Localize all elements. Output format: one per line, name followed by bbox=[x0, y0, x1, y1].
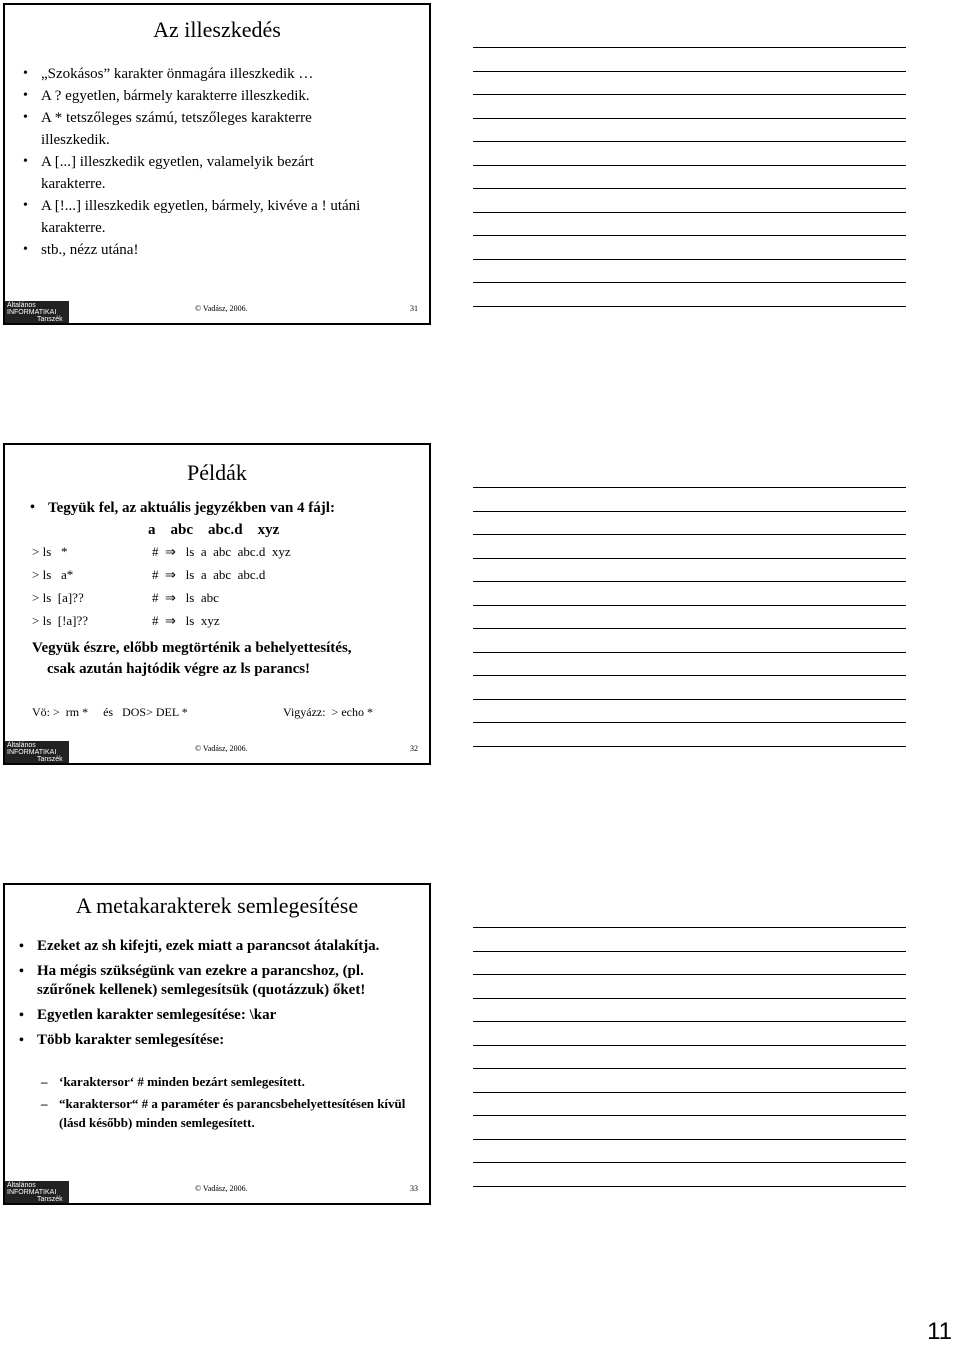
bullet-item: • Ezeket az sh kifejti, ezek miatt a parancsot átalakítja. bbox=[19, 937, 419, 956]
compare-text: Vö: > rm * és DOS> DEL * bbox=[32, 705, 188, 719]
result: # ⇒ ls xyz bbox=[152, 613, 220, 628]
notes-lines-3 bbox=[473, 927, 906, 1209]
bullet-list bbox=[30, 497, 410, 519]
slide-footer bbox=[5, 737, 429, 763]
slide-title: A metakarakterek semlegesítése bbox=[75, 893, 359, 918]
slide-number: 31 bbox=[410, 304, 418, 313]
department-logo: Általános INFORMATIKAI Tanszék bbox=[5, 741, 69, 763]
command: > ls * bbox=[32, 544, 68, 559]
file-list: a abc abc.d xyz bbox=[148, 522, 280, 538]
bullet-item: • Ha mégis szükségünk van ezekre a parancshoz, (pl. szűrőnek kellenek) semlegesítsük (quotázzuk) őket! bbox=[19, 962, 419, 1000]
bullet-item: • A * tetszőleges számú, tetszőleges karakterre illeszkedik. bbox=[23, 107, 373, 151]
page-number: 11 bbox=[927, 1318, 952, 1345]
slide-number: 33 bbox=[410, 1184, 418, 1193]
command: > ls [a]?? bbox=[32, 590, 84, 605]
note: Vegyük észre, előbb megtörténik a behelyettesítés, csak azután hajtódik végre az ls parancs! bbox=[32, 640, 352, 677]
copyright: © Vadász, 2006. bbox=[195, 744, 248, 753]
department-logo: Általános INFORMATIKAI Tanszék bbox=[5, 1181, 69, 1203]
bullet-list bbox=[19, 937, 419, 1050]
sub-item: – “karaktersor“ # a paraméter és parancsbehelyettesítésen kívül (lásd később) minden semlegesített. bbox=[41, 1094, 421, 1132]
command: > ls a* bbox=[32, 567, 74, 582]
slide-31 bbox=[3, 3, 431, 325]
bullet-item: • Több karakter semlegesítése: bbox=[19, 1031, 419, 1050]
bullet-item: • stb., nézz utána! bbox=[23, 239, 373, 261]
bullet-item: • A [!...] illeszkedik egyetlen, bármely, kivéve a ! utáni karakterre. bbox=[23, 195, 373, 239]
result: # ⇒ ls a abc abc.d xyz bbox=[152, 544, 291, 559]
warning-text: Vigyázz: > echo * bbox=[283, 705, 374, 719]
bullet-item: • Tegyük fel, az aktuális jegyzékben van 4 fájl: bbox=[30, 497, 410, 519]
slide-footer bbox=[5, 297, 429, 323]
bullet-item: • „Szokásos” karakter önmagára illeszkedik … bbox=[23, 63, 373, 85]
copyright: © Vadász, 2006. bbox=[195, 304, 248, 313]
bullet-item: • Egyetlen karakter semlegesítése: \kar bbox=[19, 1006, 419, 1025]
slide-title: Példák bbox=[187, 460, 247, 485]
copyright: © Vadász, 2006. bbox=[195, 1184, 248, 1193]
slide-number: 32 bbox=[410, 744, 418, 753]
result: # ⇒ ls abc bbox=[152, 590, 219, 605]
bullet-item: • A [...] illeszkedik egyetlen, valamelyik bezárt karakterre. bbox=[23, 151, 373, 195]
notes-lines-2 bbox=[473, 487, 906, 769]
sub-list bbox=[41, 1072, 421, 1132]
sub-item: – ‘karaktersor‘ # minden bezárt semlegesített. bbox=[41, 1072, 421, 1091]
command: > ls [!a]?? bbox=[32, 613, 89, 628]
slide-32 bbox=[3, 443, 431, 765]
result: # ⇒ ls a abc abc.d bbox=[152, 567, 266, 582]
department-logo: Általános INFORMATIKAI Tanszék bbox=[5, 301, 69, 323]
bullet-item: • A ? egyetlen, bármely karakterre illeszkedik. bbox=[23, 85, 373, 107]
slide-footer bbox=[5, 1177, 429, 1203]
slide-33 bbox=[3, 883, 431, 1205]
examples-table bbox=[32, 540, 412, 632]
notes-lines-1 bbox=[473, 47, 906, 329]
bullet-list bbox=[23, 63, 373, 261]
slide-title: Az illeszkedés bbox=[153, 17, 281, 42]
